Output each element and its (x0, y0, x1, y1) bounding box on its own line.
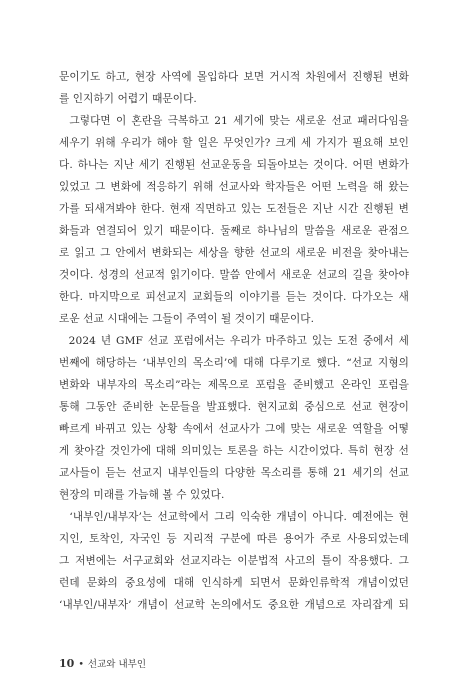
text-line: 그렇다면 이 혼란을 극복하고 21 세기에 맞는 새로운 선교 패러다임을 (59, 115, 409, 127)
text-line: 로 읽고 그 안에서 변화되는 세상을 향한 선교의 새로운 비전을 찾아내는 (59, 247, 409, 259)
text-line: 화들과 연결되어 있기 때문이다. 둘째로 하나님의 말씀을 새로운 관점으 (59, 225, 409, 237)
text-line: 를 인지하기 어렵기 때문이다. (59, 93, 197, 105)
text-line: 빠르게 바뀌고 있는 상황 속에서 선교사가 그에 맞는 새로운 역할을 어떻 (59, 423, 409, 435)
text-line: 가를 되새겨봐야 한다. 현재 직면하고 있는 도전들은 지난 시간 진행된 변 (59, 203, 409, 215)
page-footer (59, 656, 146, 670)
text-line: 현장의 미래를 가늠해 볼 수 있었다. (59, 489, 225, 501)
text-line: 것이다. 성경의 선교적 읽기이다. 말씀 안에서 새로운 선교의 길을 찾아야 (59, 269, 409, 281)
text-line: 교사들이 듣는 선교지 내부인들의 다양한 목소리를 통해 21 세기의 선교 (59, 467, 409, 479)
text-line: 지인, 토착인, 자국인 등 지리적 구분에 따른 용어가 주로 사용되었는데 (59, 533, 409, 545)
text-line: 2024 년 GMF 선교 포럼에서는 우리가 마주하고 있는 도전 중에서 세 (59, 335, 409, 347)
text-line: 통해 그동안 준비한 논문들을 발표했다. 현지교회 중심으로 선교 현장이 (59, 401, 409, 413)
text-line: 그 저변에는 서구교회와 선교지라는 이분법적 사고의 틀이 작용했다. 그 (59, 555, 409, 567)
footer-separator: • (78, 659, 84, 670)
text-line: 번째에 해당하는 ‘내부인의 목소리’에 대해 다루기로 했다. “선교 지형의 (59, 357, 409, 369)
body-text (59, 66, 409, 616)
text-line: 다. 하나는 지난 세기 진행된 선교운동을 되돌아보는 것이다. 어떤 변화가 (59, 159, 409, 171)
text-line: 변화와 내부자의 목소리”라는 제목으로 포럼을 준비했고 온라인 포럼을 (59, 379, 409, 391)
text-line: 한다. 마지막으로 피선교지 교회들의 이야기를 듣는 것이다. 다가오는 새 (59, 291, 409, 303)
text-line: ‘내부인/내부자’는 선교학에서 그리 익숙한 개념이 아니다. 예전에는 현 (59, 511, 409, 523)
text-line: 런데 문화의 중요성에 대해 인식하게 되면서 문화인류학적 개념이었던 (59, 577, 409, 589)
text-line: 있었고 그 변화에 적응하기 위해 선교사와 학자들은 어떤 노력을 해 왔는 (59, 181, 409, 193)
running-title: 선교와 내부인 (87, 659, 147, 670)
page-number: 10 (59, 657, 75, 670)
text-line: 게 찾아갈 것인가에 대해 의미있는 토론을 하는 시간이었다. 특히 현장 선 (59, 445, 409, 457)
text-line: 로운 선교 시대에는 그들이 주역이 될 것이기 때문이다. (59, 313, 315, 325)
text-line: 세우기 위해 우리가 해야 할 일은 무엇인가? 크게 세 가지가 필요해 보인 (59, 137, 409, 149)
text-line: 문이기도 하고, 현장 사역에 몰입하다 보면 거시적 차원에서 진행된 변화 (59, 71, 409, 83)
text-line: ‘내부인/내부자’ 개념이 선교학 논의에서도 중요한 개념으로 자리잡게 되 (59, 599, 409, 611)
